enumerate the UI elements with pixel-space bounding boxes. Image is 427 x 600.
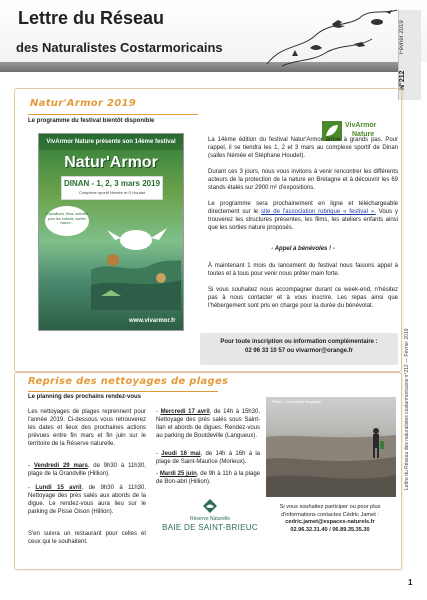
- side-footer: Lettre du Réseau des naturalistes costarmoricains n°212 — Février 2019: [404, 328, 410, 490]
- cleanup-event-3: - Mercredi 17 avril, de 14h à 15h30. Nettoyage des prés salés sous Saint-Ilan et abords de digues. Rendez-vous au parking de Boutdeville (Langueux).: [156, 409, 260, 439]
- naturarmor-p3-end: Vous y trouverez les structures présentes, les films, les ateliers enfants ainsi que les sorties nature proposés.: [208, 209, 398, 231]
- issue-date: Février 2019: [399, 20, 405, 54]
- contact-line-2: d'informations contactez Cédric Jamet :: [281, 511, 379, 518]
- volunteer-appeal-heading: - Appel à bénévoles ! -: [271, 246, 335, 252]
- cleanup-heading-underline: [28, 391, 218, 392]
- poster-title: Natur'Armor: [64, 154, 158, 171]
- naturarmor-paragraph-2: Durant ces 3 jours, nous vous invitons à venir rencontrer les différents acteurs de la protection de la nature en Bretagne et à découvrir les 69 stands étalés sur 2900 m² d'expositions.: [208, 169, 398, 191]
- contact-line-1: Si vous souhaitez participer ou pour plus: [279, 504, 381, 510]
- page-number: 1: [408, 578, 413, 587]
- event-4-date: Jeudi 16 mai: [161, 451, 201, 457]
- poster-place: Complexe sportif Némée et S.Houdet: [78, 190, 146, 195]
- association-site-link[interactable]: site de l'association rubrique « festival ».: [261, 209, 376, 215]
- event-1-details: , de 9h30 à 11h30, plage de la Grandville (Hillion).: [28, 463, 146, 477]
- event-2-date: Lundi 15 avril: [35, 485, 82, 491]
- contact-email[interactable]: cedric.jamet@espaces-naturels.fr: [285, 519, 375, 526]
- naturarmor-paragraph-1: La 14ème édition du festival Natur'Armor arrive à grands pas. Pour rappel, il se tiendra les 1, 2 et 3 mars au complexe sportif de Dinan (salles Némée et Stéphane Houdet).: [208, 137, 398, 159]
- cleanup-heading: Reprise des nettoyages de plages: [28, 376, 229, 387]
- event-3-date: Mercredi 17 avril: [160, 409, 210, 415]
- reserve-name-line-1: Réserve Naturelle: [189, 516, 231, 522]
- event-2-details: , de 9h30 à 11h30. Nettoyage des prés salés aux abords de la digue. Le rendez-vous aura lieu sur le parking de Pisse Oison (Hillion).: [28, 485, 146, 515]
- naturarmor-contact-callout: [200, 333, 398, 365]
- poster-wildlife-illustration: [91, 200, 181, 310]
- festival-poster: [38, 133, 184, 331]
- cleanup-event-5: - Mardi 25 juin, de 9h à 11h à la plage de Bon-abri (Hillion).: [156, 471, 260, 485]
- issue-number: N°212: [399, 70, 406, 90]
- header-illustration: [262, 4, 402, 74]
- cleanup-lunch-note: S'en suivra un restaurant pour celles et ceux qui le souhaitent.: [28, 531, 146, 545]
- photo-credit: Photo : Gwenaëlle Augrisse: [272, 399, 322, 404]
- cleanup-event-1: - Vendredi 29 mars, de 9h30 à 11h30, plage de la Grandville (Hillion).: [28, 463, 146, 477]
- poster-dates: DINAN - 1, 2, 3 mars 2019: [63, 179, 161, 188]
- reserve-name-line-2: BAIE DE SAINT-BRIEUC: [162, 523, 258, 532]
- vivarmor-sub: Nature: [352, 131, 375, 138]
- poster-bubble: Expositions, films, activités pour les enfants, sorties nature...: [45, 206, 89, 236]
- naturarmor-paragraph-5: Si vous souhaitez nous accompagner durant ce week-end, n'hésitez pas à nous contacter et à vous inscrire. Les repas ainsi que l'hébergement sont pris en charge pour la durée du bénévolat.: [208, 287, 398, 309]
- contact-phone: 02.96.32.31.40 / 06.89.35.35.30: [290, 526, 370, 533]
- event-1-date: Vendredi 29 mars: [33, 463, 88, 469]
- event-5-details: , de 9h à 11h à la plage de Bon-abri (Hillion).: [156, 471, 260, 485]
- reserve-naturelle-logo: [160, 498, 260, 548]
- vivarmor-name: VivArmor: [345, 122, 377, 129]
- poster-dates-box: [61, 176, 163, 200]
- event-4-details: , de 14h à 16h à la plage de Saint-Maurice (Morieux).: [156, 451, 260, 465]
- callout-line-1: Pour toute inscription ou information complémentaire :: [220, 339, 378, 345]
- callout-line-2[interactable]: 02 96 33 10 57 ou vivarmor@orange.fr: [245, 348, 353, 354]
- naturarmor-heading-underline: [28, 114, 198, 115]
- naturarmor-paragraph-4: À maintenant 1 mois du lancement du festival nous faisons appel à toutes et à tous pour venir nous prêter main forte.: [208, 263, 398, 277]
- naturarmor-subheading: Le programme du festival bientôt disponible: [28, 118, 155, 124]
- cleanup-event-2: - Lundi 15 avril, de 9h30 à 11h30. Nettoyage des prés salés aux abords de la digue. Le rendez-vous aura lieu sur le parking de Pisse Oison (Hillion).: [28, 485, 146, 515]
- naturarmor-p3-start: Le programme sera prochainement en ligne et téléchargeable directement sur le: [208, 201, 398, 215]
- beach-scene-illustration: [266, 397, 396, 497]
- event-3-details: , de 14h à 15h30. Nettoyage des prés salés sous Saint-Ilan et abords de digues. Rendez-vous au parking de Boutdeville (Langueux).: [156, 409, 260, 439]
- poster-website: www.vivarmor.fr: [129, 318, 176, 324]
- naturarmor-heading: Natur'Armor 2019: [30, 98, 137, 109]
- cleanup-intro: Les nettoyages de plages reprennent pour l'année 2019. Ci-dessous vous retrouverez les dates et lieux des prochaines actions prévues entre fin mars et fin juin sur le territoire de la Réserve naturelle.: [28, 409, 146, 447]
- beach-cleanup-photo: [266, 397, 396, 497]
- event-5-date: Mardi 25 juin: [159, 471, 197, 477]
- cleanup-event-4: - Jeudi 16 mai, de 14h à 16h à la plage de Saint-Maurice (Morieux).: [156, 451, 260, 465]
- cleanup-contact-block: [262, 504, 398, 534]
- newsletter-subtitle: des Naturalistes Costarmoricains: [16, 40, 223, 55]
- naturarmor-paragraph-3: [208, 200, 398, 232]
- newsletter-title: Lettre du Réseau: [18, 8, 165, 28]
- poster-top-banner: VivArmor Nature présente son 14ème festival: [39, 134, 183, 150]
- reserve-bird-icon: [202, 498, 218, 514]
- cleanup-subheading: Le planning des prochains rendez-vous: [28, 394, 142, 400]
